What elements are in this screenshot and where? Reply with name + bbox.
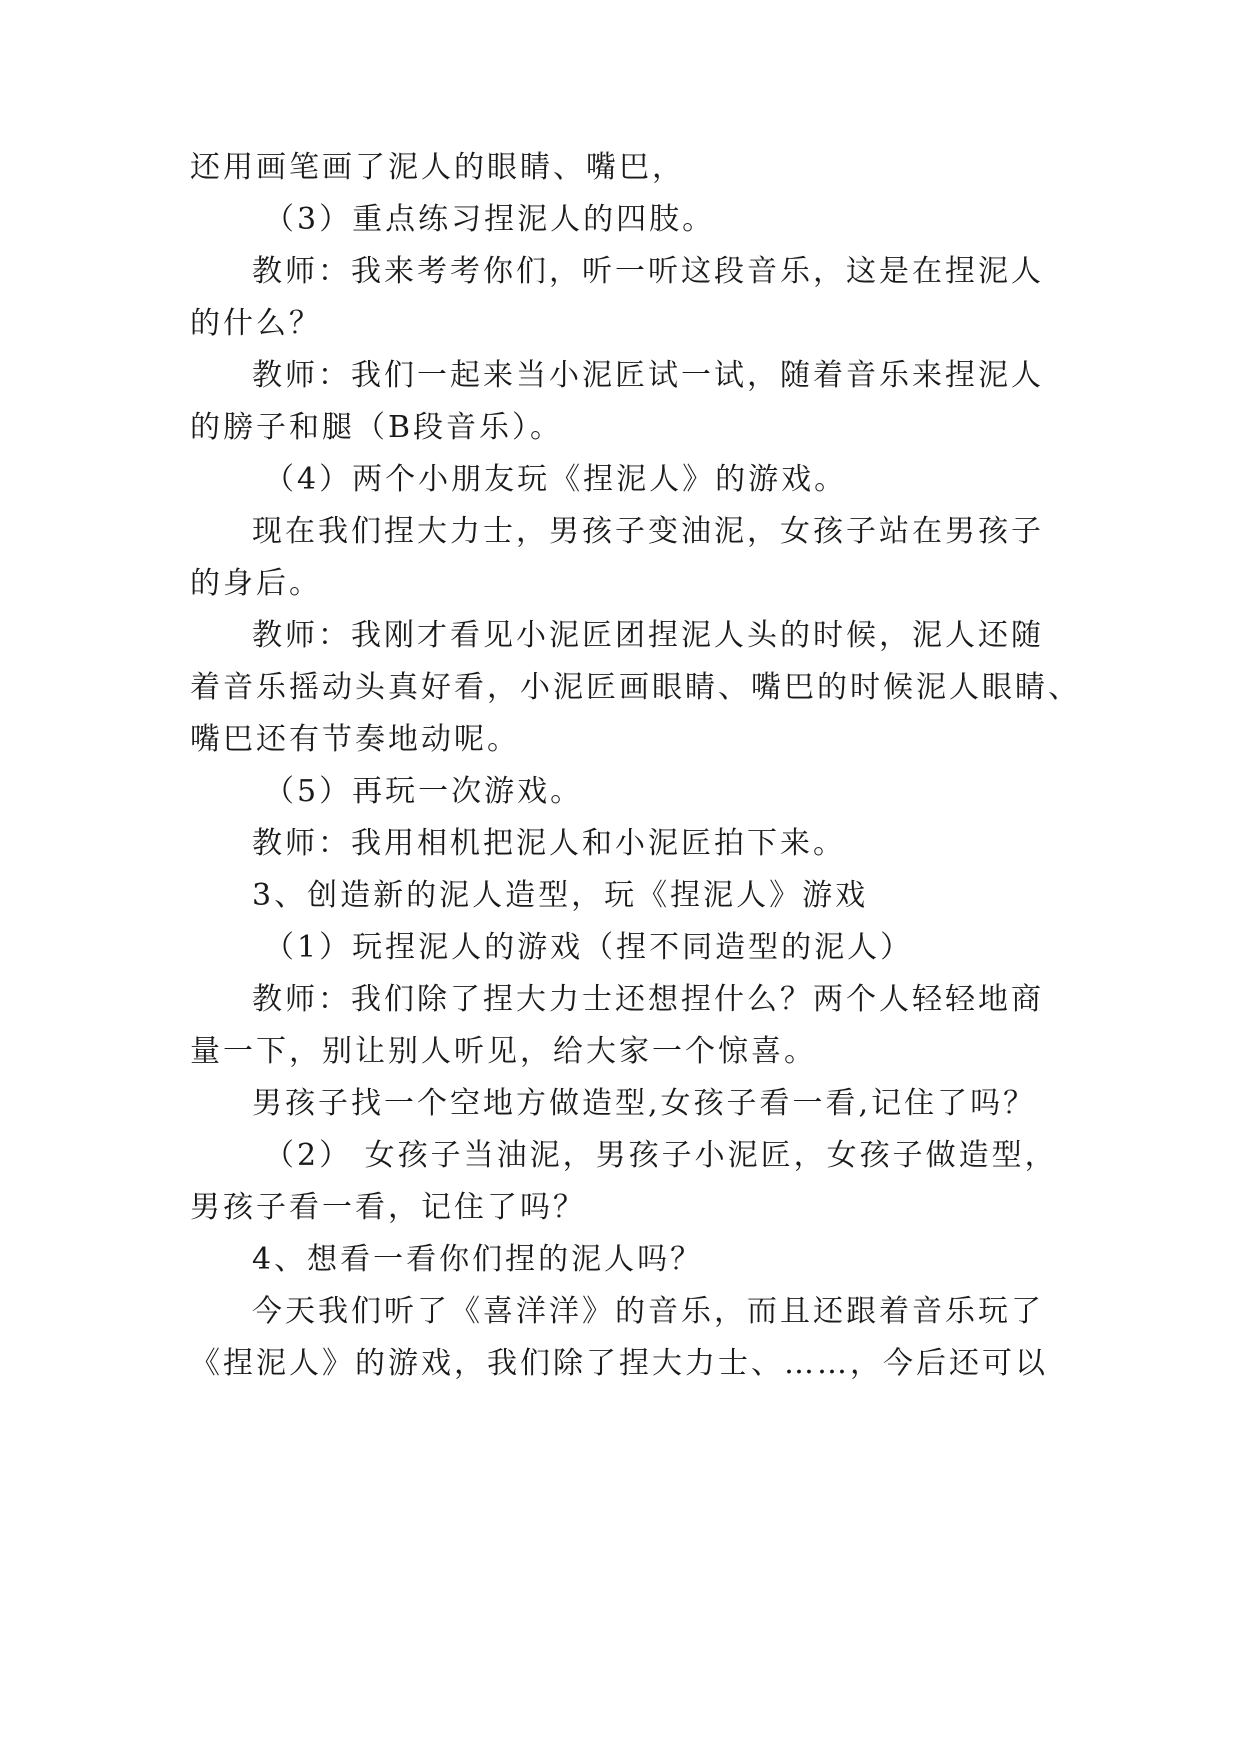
text-line: 教师：我们除了捏大力士还想捏什么？两个人轻轻地商 [252,982,1044,1017]
text-line: 3、创造新的泥人造型，玩《捏泥人》游戏 [252,878,869,913]
text-line: （1）玩捏泥人的游戏（捏不同造型的泥人） [264,930,914,965]
text-line: 现在我们捏大力士，男孩子变油泥，女孩子站在男孩子 [252,514,1044,549]
text-line: 今天我们听了《喜洋洋》的音乐，而且还跟着音乐玩了 [252,1294,1044,1329]
text-line: 男孩子找一个空地方做造型,女孩子看一看,记住了吗？ [252,1086,1037,1121]
text-line: （5）再玩一次游戏。 [264,774,584,809]
text-line: 4、想看一看你们捏的泥人吗？ [252,1242,704,1277]
text-line: 嘴巴还有节奏地动呢。 [190,722,520,757]
text-line: 的身后。 [190,566,322,601]
text-line: 量一下，别让别人听见，给大家一个惊喜。 [190,1034,817,1069]
text-line: 着音乐摇动头真好看，小泥匠画眼睛、嘴巴的时候泥人眼睛、 [190,670,1081,705]
text-line: 《捏泥人》的游戏，我们除了捏大力士、……，今后还可以 [190,1346,1048,1381]
text-line: （4）两个小朋友玩《捏泥人》的游戏。 [264,462,848,497]
text-line: 教师：我用相机把泥人和小泥匠拍下来。 [252,826,846,861]
text-line: 教师：我来考考你们，听一听这段音乐，这是在捏泥人 [252,254,1044,289]
text-line: （3）重点练习捏泥人的四肢。 [264,202,716,237]
text-line: 教师：我们一起来当小泥匠试一试，随着音乐来捏泥人 [252,358,1044,393]
text-line: 的膀子和腿（B段音乐）。 [190,410,564,445]
text-line: （2） 女孩子当油泥，男孩子小泥匠，女孩子做造型， [264,1138,1058,1173]
text-line: 教师：我刚才看见小泥匠团捏泥人头的时候，泥人还随 [252,618,1044,653]
text-line: 还用画笔画了泥人的眼睛、嘴巴， [190,150,685,185]
text-line: 的什么？ [190,306,322,341]
text-line: 男孩子看一看，记住了吗？ [190,1190,586,1225]
